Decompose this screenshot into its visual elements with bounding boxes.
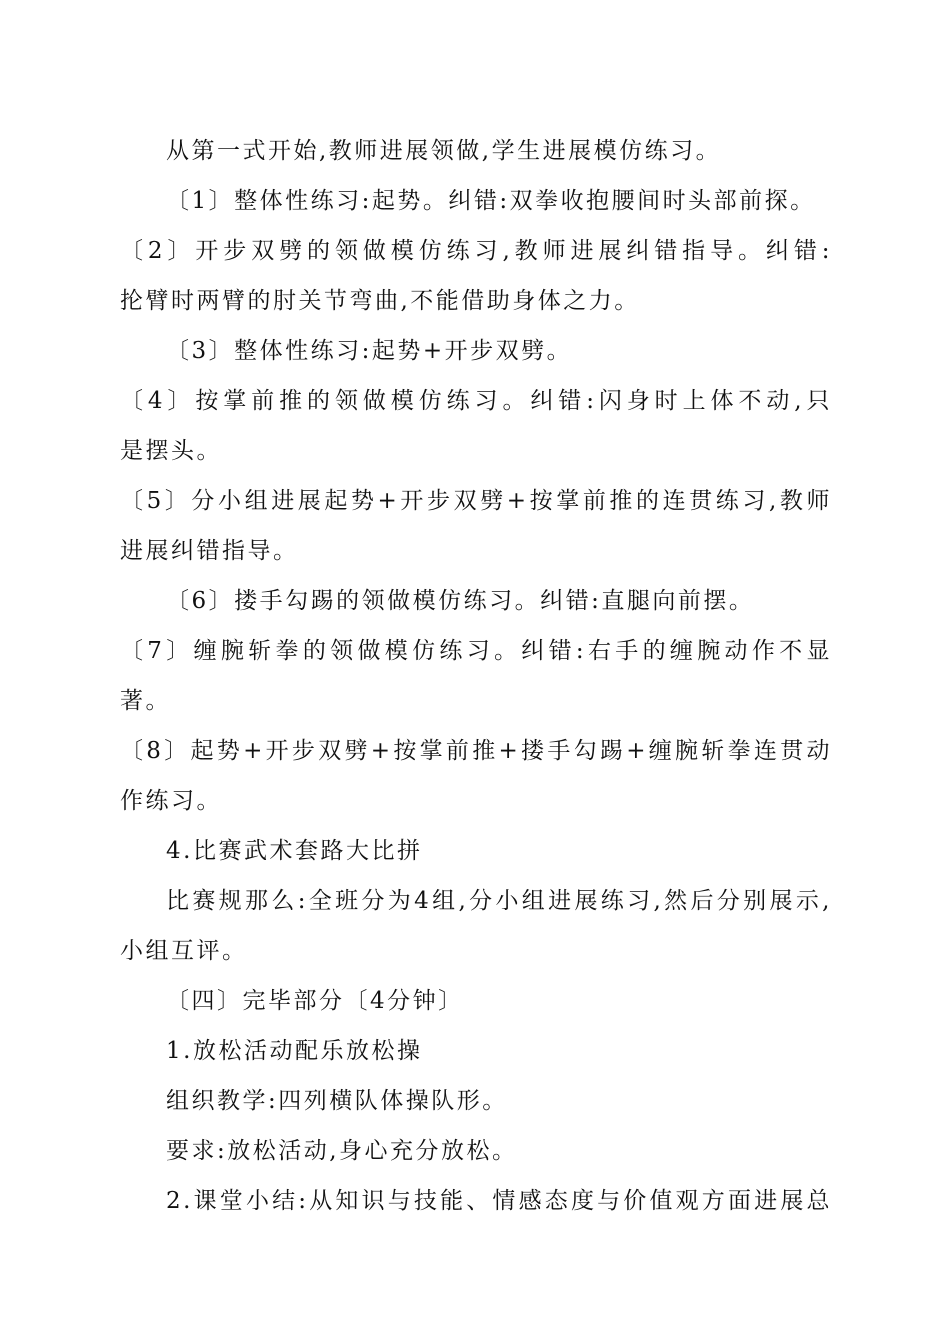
paragraph-line: 小组互评。 bbox=[120, 938, 248, 964]
paragraph-line: 〔6〕搂手勾踢的领做模仿练习。纠错:直腿向前摆。 bbox=[166, 588, 755, 614]
paragraph-line: 作练习。 bbox=[120, 788, 222, 814]
paragraph-line: 〔3〕整体性练习:起势+开步双劈。 bbox=[166, 338, 573, 364]
paragraph-line: 〔2〕开步双劈的领做模仿练习,教师进展纠错指导。纠错: bbox=[120, 238, 832, 264]
paragraph-line: 著。 bbox=[120, 688, 171, 714]
paragraph-line: 〔4〕按掌前推的领做模仿练习。纠错:闪身时上体不动,只 bbox=[120, 388, 832, 414]
paragraph-line: 要求:放松活动,身心充分放松。 bbox=[166, 1138, 518, 1164]
paragraph-line: 〔5〕分小组进展起势+开步双劈+按掌前推的连贯练习,教师 bbox=[120, 488, 832, 514]
paragraph-line: 1.放松活动配乐放松操 bbox=[166, 1038, 423, 1064]
paragraph-line: 2.课堂小结:从知识与技能、情感态度与价值观方面进展总 bbox=[166, 1188, 832, 1214]
paragraph-line: 比赛规那么:全班分为4组,分小组进展练习,然后分别展示, bbox=[166, 888, 832, 914]
paragraph-line: 从第一式开始,教师进展领做,学生进展模仿练习。 bbox=[166, 138, 722, 164]
paragraph-line: 进展纠错指导。 bbox=[120, 538, 299, 564]
paragraph-line: 〔1〕整体性练习:起势。纠错:双拳收抱腰间时头部前探。 bbox=[166, 188, 816, 214]
paragraph-line: 是摆头。 bbox=[120, 438, 222, 464]
paragraph-line: 〔7〕缠腕斩拳的领做模仿练习。纠错:右手的缠腕动作不显 bbox=[120, 638, 832, 664]
paragraph-line: 4.比赛武术套路大比拼 bbox=[166, 838, 423, 864]
paragraph-line: 〔四〕完毕部分〔4分钟〕 bbox=[166, 988, 464, 1014]
paragraph-line: 抡臂时两臂的肘关节弯曲,不能借助身体之力。 bbox=[120, 288, 640, 314]
paragraph-line: 〔8〕起势+开步双劈+按掌前推+搂手勾踢+缠腕斩拳连贯动 bbox=[120, 738, 832, 764]
paragraph-line: 组织教学:四列横队体操队形。 bbox=[166, 1088, 508, 1114]
